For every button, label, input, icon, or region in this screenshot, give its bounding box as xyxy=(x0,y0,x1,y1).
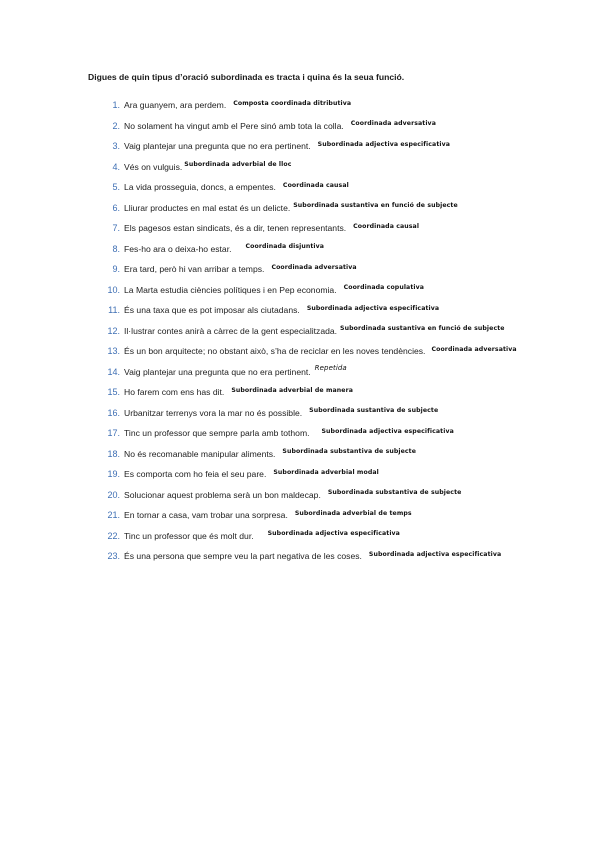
item-number: 7. xyxy=(112,223,120,233)
handwritten-answer: Subordinada substantiva de subjecte xyxy=(282,448,417,455)
handwritten-answer: Subordinada adjectiva especificativa xyxy=(368,550,502,558)
item-sentence: Solucionar aquest problema serà un bon maldecap. xyxy=(124,489,321,500)
handwritten-answer: Coordinada causal xyxy=(282,181,349,189)
item-number: 11. xyxy=(108,305,120,315)
list-item xyxy=(100,404,590,422)
item-sentence: La vida prosseguia, doncs, a empentes. xyxy=(124,182,276,192)
list-item xyxy=(100,117,590,135)
item-number: 21. xyxy=(107,510,120,520)
item-sentence: Urbanitzar terrenys vora la mar no és possible. xyxy=(124,407,303,418)
list-item xyxy=(100,96,590,114)
list-item xyxy=(100,260,590,278)
item-sentence: Ho farem com ens has dit. xyxy=(124,387,225,397)
item-sentence: Tinc un professor que és molt dur. xyxy=(124,530,254,541)
handwritten-answer: Coordinada adversativa xyxy=(271,263,357,271)
item-number: 3. xyxy=(112,141,120,151)
handwritten-answer: Coordinada disjuntiva xyxy=(245,243,325,250)
handwritten-answer: Subordinada sustantiva en funció de subjecte xyxy=(340,325,505,332)
item-number: 12. xyxy=(107,325,120,336)
handwritten-answer: Subordinada substantiva de subjecte xyxy=(327,489,462,496)
item-number: 1. xyxy=(112,100,120,110)
list-item xyxy=(100,383,590,401)
item-number: 2. xyxy=(112,120,120,131)
item-number: 23. xyxy=(107,551,120,561)
item-sentence: És una persona que sempre veu la part negativa de les coses. xyxy=(124,551,362,561)
item-sentence: Fes-ho ara o deixa-ho estar. xyxy=(124,243,232,254)
list-item xyxy=(100,342,590,360)
handwritten-answer: Subordinada adjectiva especificativa xyxy=(267,530,400,537)
list-item xyxy=(100,486,590,504)
handwritten-answer: Subordinada adverbial de lloc xyxy=(184,161,292,168)
item-sentence: Es comporta com ho feia el seu pare. xyxy=(124,469,267,479)
item-sentence: Vaig plantejar una pregunta que no era pertinent. xyxy=(124,141,311,151)
item-sentence: No solament ha vingut amb el Pere sinó amb tota la colla. xyxy=(124,120,344,131)
handwritten-note: Repetida xyxy=(314,363,347,372)
handwritten-answer: Composta coordinada ditributiva xyxy=(233,99,352,107)
list-item xyxy=(100,424,590,442)
handwritten-answer: Coordinada causal xyxy=(353,222,420,230)
item-number: 8. xyxy=(112,243,120,254)
item-sentence: Ara guanyem, ara perdem. xyxy=(124,100,227,110)
list-item xyxy=(100,301,590,319)
item-sentence: Vés on vulguis. xyxy=(124,161,183,172)
handwritten-answer: Coordinada copulativa xyxy=(343,284,425,291)
item-sentence: És un bon arquitecte; no obstant això, s’ha de reciclar en les noves tendències. xyxy=(124,346,426,356)
item-sentence: La Marta estudia ciències polítiques i en Pep economia. xyxy=(124,284,337,295)
handwritten-answer: Subordinada adjectiva especificativa xyxy=(306,304,440,312)
item-sentence: És una taxa que es pot imposar als ciutadans. xyxy=(124,305,300,315)
worksheet-title: Digues de quin tipus d’oració subordinada es tracta i quina és la seua funció. xyxy=(88,72,405,82)
handwritten-answer: Subordinada sustantiva en funció de subjecte xyxy=(293,202,458,209)
list-item xyxy=(100,465,590,483)
item-number: 22. xyxy=(107,530,120,541)
item-sentence: Il·lustrar contes anirà a càrrec de la gent especialitzada. xyxy=(124,325,338,336)
item-sentence: Els pagesos estan sindicats, és a dir, tenen representants. xyxy=(124,223,347,233)
list-item xyxy=(100,199,590,217)
list-item xyxy=(100,506,590,524)
item-sentence: Tinc un professor que sempre parla amb tothom. xyxy=(124,428,310,438)
item-number: 15. xyxy=(107,387,120,397)
item-number: 13. xyxy=(107,346,120,356)
item-number: 17. xyxy=(107,428,120,438)
handwritten-answer: Subordinada sustantiva de subjecte xyxy=(309,407,439,414)
item-sentence: En tornar a casa, vam trobar una sorpresa. xyxy=(124,510,288,520)
item-sentence: Vaig plantejar una pregunta que no era pertinent. xyxy=(124,366,311,377)
handwritten-answer: Subordinada adjectiva especificativa xyxy=(321,427,454,435)
list-item xyxy=(100,178,590,196)
list-item xyxy=(100,527,590,545)
list-item xyxy=(100,158,590,176)
item-number: 5. xyxy=(112,182,120,192)
handwritten-answer: Subordinada adverbial de temps xyxy=(294,509,412,517)
item-number: 16. xyxy=(107,407,120,418)
list-item xyxy=(100,219,590,237)
item-sentence: Era tard, però hi van arribar a temps. xyxy=(124,264,265,274)
item-number: 6. xyxy=(112,202,120,213)
list-item xyxy=(100,363,590,381)
list-item xyxy=(100,445,590,463)
item-sentence: No és recomanable manipular aliments. xyxy=(124,448,276,459)
handwritten-answer: Subordinada adverbial de manera xyxy=(231,386,354,394)
item-number: 10. xyxy=(107,284,120,295)
list-item xyxy=(100,322,590,340)
item-sentence: Lliurar productes en mal estat és un delicte. xyxy=(124,202,291,213)
list-item xyxy=(100,281,590,299)
item-number: 20. xyxy=(107,489,120,500)
item-number: 14. xyxy=(107,366,120,377)
item-number: 18. xyxy=(107,448,120,459)
handwritten-answer: Subordinada adverbial modal xyxy=(273,468,379,476)
handwritten-answer: Coordinada adversativa xyxy=(431,345,517,353)
item-number: 19. xyxy=(107,469,120,479)
list-item xyxy=(100,137,590,155)
item-number: 4. xyxy=(112,161,120,172)
handwritten-answer: Subordinada adjectiva especificativa xyxy=(317,140,451,148)
list-item xyxy=(100,547,590,565)
item-number: 9. xyxy=(112,264,120,274)
handwritten-answer: Coordinada adversativa xyxy=(350,120,436,127)
list-item xyxy=(100,240,590,258)
